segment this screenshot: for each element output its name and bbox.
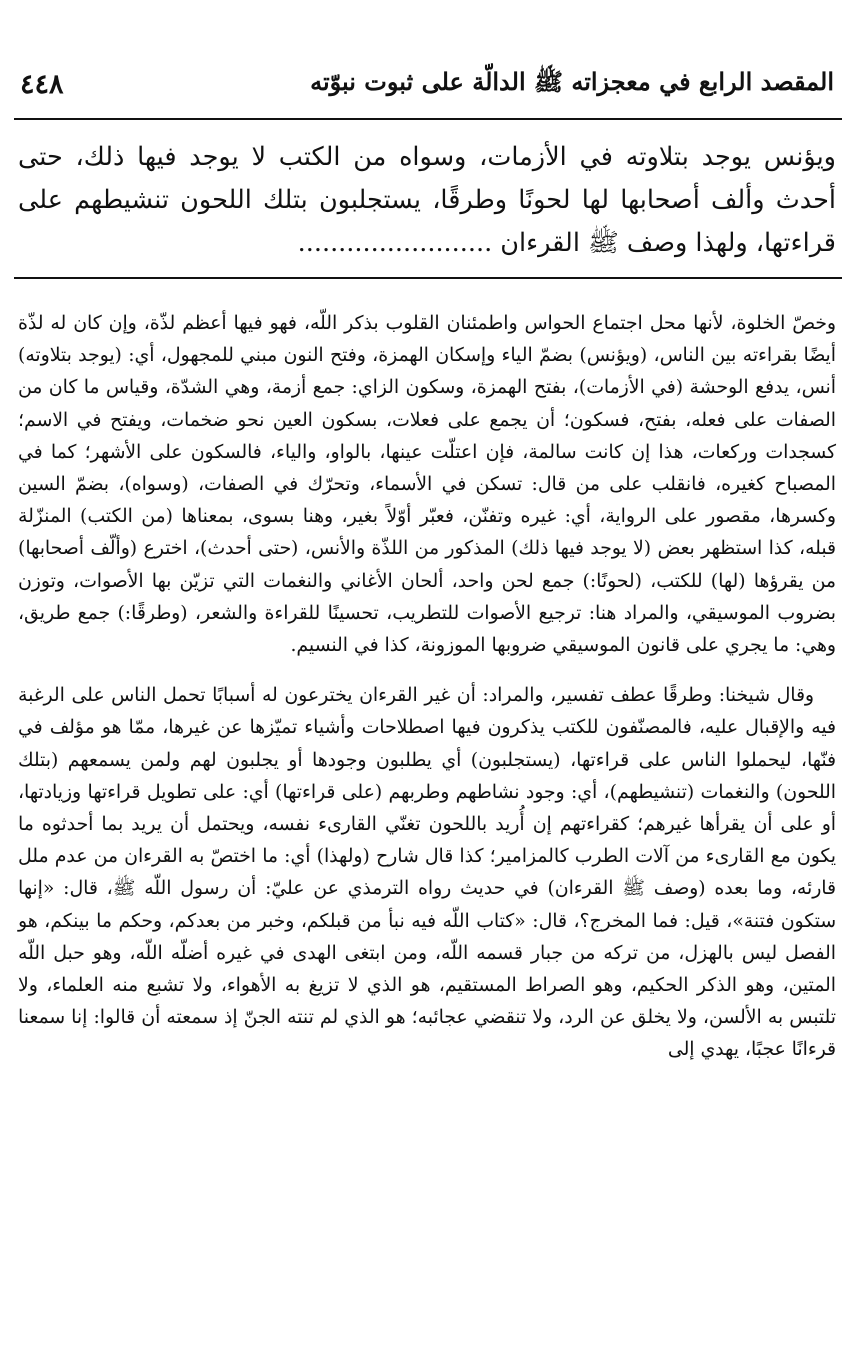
commentary-paragraph-2 [18, 680, 836, 1066]
commentary-text [18, 308, 836, 1067]
commentary-paragraph-1: وخصّ الخلوة، لأنها محل اجتماع الحواس واطمئنان القلوب بذكر اللّه، فهو فيها أعظم لذّة، وإن كان له لذّة أيضًا بقراءته بين الناس، (ويؤنس) بضمّ الياء وإسكان الهمزة، وفتح النون مبني للمجهول، أي: (يوجد بتلاوته) أنس، يدفع الوحشة (في الأزمات)، بفتح الهمزة، وسكون الزاي: جمع أزمة، وهي الشدّة، وقياس ما كان من الصفات على فعله، بفتح، فسكون؛ أن يجمع على فعلات، بسكون العين نحو ضخمات، ويفتح في الاسم؛ كسجدات وركعات، هذا إن كانت سالمة، فإن اعتلّت عينها، بالواو، والياء، فالسكون على الأشهر؛ كما في المصباح كغيره، فانقلب على من قال: تسكن في الأسماء، وتحرّك في الصفات، (وسواه)، بضمّ السين وكسرها، مقصور على الرواية، أي: غيره وتفنّن، فعبّر أوّلاً بغير، وهنا بسوى، بمعناها (من الكتب) المنزّلة قبله، كذا استظهر بعض (لا يوجد فيها ذلك) المذكور من اللذّة والأنس، (حتى أحدث)، اخترع (وألّف أصحابها) من يقرؤها (لها) للكتب، (لحونًا:) جمع لحن واحد، ألحان الأغاني والنغمات التي تزيّن بها الأصوات، وتوزن بضروب الموسيقي، والمراد هنا: ترجيع الأصوات للتطريب، تحسينًا للقراءة والشعر، (وطرقًا:) جمع طريق، وهي: ما يجري على قانون الموسيقي ضروبها الموزونة، كذا في النسيم. [18, 313, 836, 657]
main-text-paragraph: ويؤنس يوجد بتلاوته في الأزمات، وسواه من الكتب لا يوجد فيها ذلك، حتى أحدث وألف أصحابها لها لحونًا وطرقًا، يستجلبون بتلك اللحون تنشيطهم على قراءتها، ولهذا وصف ﷺ القرءان ........................ [18, 142, 836, 258]
running-title: المقصد الرابع في معجزاته ﷺ الدالّة على ثبوت نبوّته [310, 66, 834, 96]
page-number: ٤٤٨ [20, 68, 64, 100]
page-header [20, 62, 834, 106]
commentary-paragraph-2-text: وقال شيخنا: وطرقًا عطف تفسير، والمراد: أن غير القرءان يخترعون له أسبابًا تحمل الناس على الرغبة فيه والإقبال عليه، فالمصنّفون للكتب يذكرون فيها اصطلاحات وأشياء تميّزها عن غيرها، ممّا هو مؤلف في فنّها، ليحملوا الناس على قراءتها، (يستجلبون) أي يطلبون وجودها أو يجلبون لهم ولمن يسمعهم (بتلك اللحون) والنغمات (تنشيطهم)، أي: وجود نشاطهم وطربهم (على قراءتها) أي: على تطويل قراءتها وزيادتها، أو على أن يقرأها غيرهم؛ كقراءتهم إن أُريد باللحون تغنّي القارىء نفسه، ويحتمل أن يريد بما أحدثوه ما يكون مع القارىء من آلات الطرب كالمزامير؛ كذا قال شارح (ولهذا) أي: ما اختصّ به القرءان من عدم ملل قارئه، وما بعده (وصف ﷺ القرءان) في حديث رواه الترمذي عن عليّ: أن رسول اللّه ﷺ، قال: «إنها ستكون فتنة»، قيل: فما المخرج؟، قال: «كتاب اللّه فيه نبأ من قبلكم، وخبر من بعدكم، وحكم ما بينكم، هو الفصل ليس بالهزل، من تركه من جبار قسمه اللّه، ومن ابتغى الهدى في غيره أضلّه اللّه، وهو حبل اللّه المتين، وهو الذكر الحكيم، وهو الصراط المستقيم، هو الذي لا تزيغ به الأهواء، ولا تشبع منه العلماء، ولا تلتبس به الألسن، ولا يخلق عن الرد، ولا تنقضي عجائبه؛ هو الذي لم تنته الجنّ إذ سمعته أن قالوا: إنا سمعنا قرءانًا عجبًا، يهدي إلى [18, 685, 836, 1061]
header-rule [14, 118, 842, 120]
separator-rule [14, 277, 842, 279]
main-text [18, 136, 836, 265]
